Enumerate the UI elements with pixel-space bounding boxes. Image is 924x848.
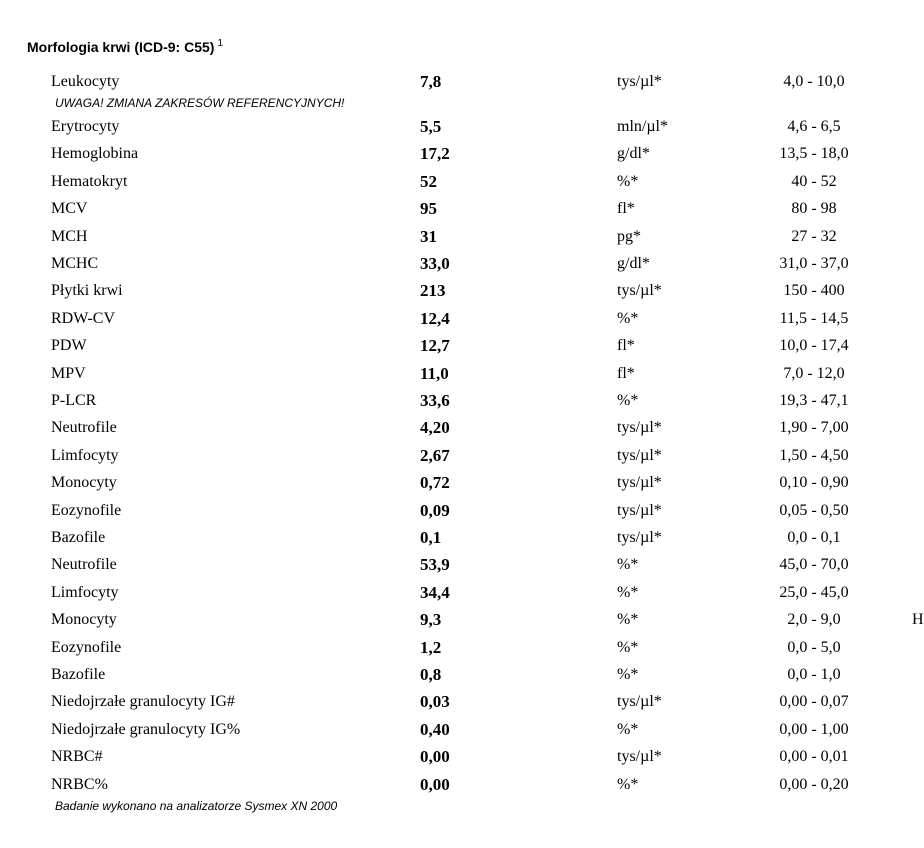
reference-range: 2,0 - 9,0 [787,611,841,629]
test-name: MPV [51,364,86,382]
section-title-text: Morfologia krwi (ICD-9: C55) [27,39,215,55]
reference-range: 0,0 - 0,1 [787,529,841,546]
test-unit: tys/µl* [617,748,662,766]
section-title [27,38,223,55]
test-name: Niedojrzałe granulocyty IG% [51,720,241,738]
test-value: 52 [420,171,437,191]
test-unit: %* [617,556,639,574]
test-name: Niedojrzałe granulocyty IG# [51,693,235,711]
test-unit: %* [617,172,639,190]
reference-range: 0,10 - 0,90 [779,474,849,492]
test-name: RDW-CV [51,309,115,327]
test-name: Hemoglobina [51,145,139,163]
test-unit: %* [617,611,639,629]
table-row [0,638,920,662]
table-row [0,555,920,579]
reference-range: 7,0 - 12,0 [783,364,845,382]
table-row [0,692,920,716]
reference-range: 0,00 - 1,00 [779,720,849,738]
table-row [0,501,920,525]
test-name: Limfocyty [51,583,119,601]
test-value: 5,5 [420,117,442,136]
test-name: NRBC% [51,775,108,793]
table-row [0,610,924,634]
table-row [0,720,920,744]
reference-range: 13,5 - 18,0 [779,145,849,163]
test-unit: tys/µl* [617,73,662,90]
test-value: 33,6 [420,391,450,410]
test-unit: %* [617,583,639,601]
test-value: 0,09 [420,500,450,520]
test-value: 7,8 [420,72,442,91]
table-row [0,583,920,607]
test-name: NRBC# [51,748,103,766]
table-row [0,665,920,689]
reference-range: 0,0 - 5,0 [787,638,841,656]
table-row [0,473,920,497]
reference-range: 0,00 - 0,07 [779,693,849,711]
analyzer-note: Badanie wykonano na analizatorze Sysmex XN 2000 [55,799,338,813]
test-value: 0,1 [420,528,442,547]
test-name: MCHC [51,255,99,272]
test-name: Erytrocyty [51,118,120,135]
test-value: 2,67 [420,445,450,465]
table-row [0,336,920,360]
test-name: PDW [51,337,87,355]
test-value: 0,00 [420,774,450,794]
test-unit: tys/µl* [617,474,662,492]
reference-range: 27 - 32 [791,227,837,245]
table-row [0,528,920,552]
reference-range: 40 - 52 [791,172,837,190]
result-flag: H [912,611,924,629]
reference-range: 11,5 - 14,5 [779,309,849,327]
test-name: P-LCR [51,392,97,409]
test-name: Monocyty [51,611,117,629]
reference-range: 0,05 - 0,50 [779,501,849,519]
test-name: Płytki krwi [51,282,123,300]
reference-change-note: UWAGA! ZMIANA ZAKRESÓW REFERENCYJNYCH! [55,96,345,110]
reference-range: 10,0 - 17,4 [779,337,849,355]
test-name: Eozynofile [51,638,122,656]
reference-range: 1,90 - 7,00 [779,419,849,437]
table-row [0,144,920,168]
table-row [0,199,920,223]
table-row [0,391,920,415]
test-name: Neutrofile [51,556,117,574]
test-name: Bazofile [51,529,106,546]
test-unit: %* [617,775,639,793]
reference-range: 4,6 - 6,5 [787,118,841,135]
test-unit: %* [617,309,639,327]
test-unit: g/dl* [617,145,650,163]
test-unit: tys/µl* [617,419,662,437]
test-name: Limfocyty [51,446,119,464]
table-row [0,747,920,771]
test-value: 12,7 [420,336,450,356]
test-name: MCV [51,200,88,218]
test-value: 0,8 [420,665,442,684]
test-value: 17,2 [420,144,450,164]
reference-range: 80 - 98 [791,200,837,218]
table-row [0,172,920,196]
test-unit: g/dl* [617,255,650,272]
table-row [0,117,920,141]
reference-range: 31,0 - 37,0 [779,255,849,272]
test-name: MCH [51,227,88,245]
test-value: 9,3 [420,610,442,630]
test-name: Hematokryt [51,172,128,190]
reference-range: 19,3 - 47,1 [779,392,849,409]
test-name: Monocyty [51,474,117,492]
test-unit: tys/µl* [617,446,662,464]
test-name: Neutrofile [51,419,117,437]
table-row [0,446,920,470]
test-value: 0,72 [420,473,450,493]
test-name: Leukocyty [51,73,120,90]
reference-range: 0,00 - 0,01 [779,748,849,766]
test-value: 12,4 [420,308,450,328]
reference-range: 4,0 - 10,0 [783,73,845,90]
table-row [0,418,920,442]
footnote-ref: 1 [217,38,224,49]
test-unit: fl* [617,364,635,382]
test-value: 53,9 [420,555,450,575]
test-unit: %* [617,392,639,409]
test-value: 33,0 [420,254,450,273]
test-value: 31 [420,226,437,246]
test-name: Bazofile [51,666,106,683]
table-row [0,72,920,96]
test-value: 213 [420,281,446,301]
reference-range: 1,50 - 4,50 [779,446,849,464]
table-row [0,281,920,305]
reference-range: 150 - 400 [783,282,845,300]
test-value: 95 [420,199,437,219]
test-unit: tys/µl* [617,529,662,546]
test-unit: fl* [617,337,635,355]
test-unit: %* [617,666,639,683]
test-unit: %* [617,638,639,656]
table-row [0,364,920,388]
test-unit: pg* [617,227,641,245]
test-unit: fl* [617,200,635,218]
test-value: 4,20 [420,418,450,438]
test-value: 0,40 [420,719,450,739]
test-unit: tys/µl* [617,501,662,519]
test-value: 0,00 [420,747,450,767]
table-row [0,227,920,251]
test-unit: tys/µl* [617,282,662,300]
test-unit: mln/µl* [617,118,668,135]
test-name: Eozynofile [51,501,122,519]
test-value: 0,03 [420,692,450,712]
reference-range: 0,00 - 0,20 [779,775,849,793]
table-row [0,775,920,799]
test-value: 34,4 [420,582,450,602]
reference-range: 25,0 - 45,0 [779,583,849,601]
reference-range: 45,0 - 70,0 [779,556,849,574]
test-value: 11,0 [420,363,449,383]
table-row [0,309,920,333]
test-value: 1,2 [420,637,442,657]
table-row [0,254,920,278]
test-unit: tys/µl* [617,693,662,711]
reference-range: 0,0 - 1,0 [787,666,841,683]
test-unit: %* [617,720,639,738]
